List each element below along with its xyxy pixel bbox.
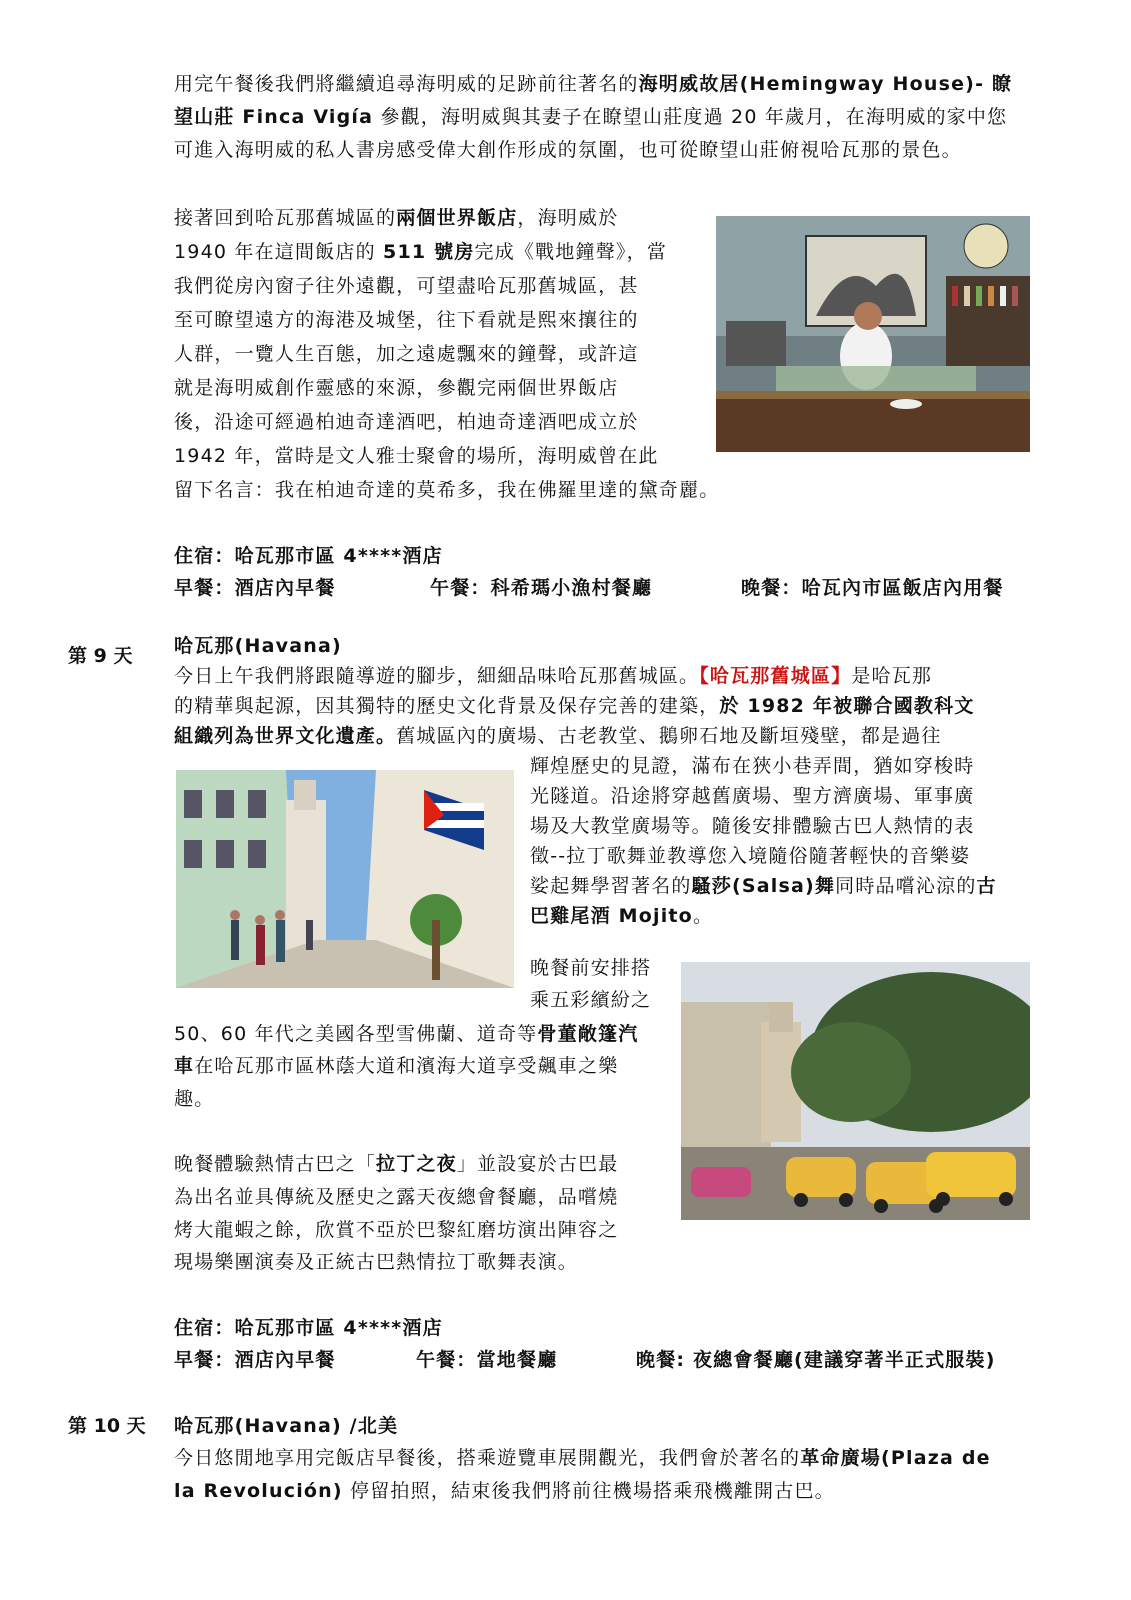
day9-lunch: 午餐：當地餐廳 <box>416 1349 558 1371</box>
day-9-label: 第 9 天 <box>68 645 133 667</box>
cars-line-2: 乘五彩繽紛之 <box>530 989 652 1011</box>
day9-breakfast: 早餐：酒店內早餐 <box>174 1349 336 1371</box>
street-photo <box>176 770 514 988</box>
latin-night-text: 拉丁之夜 <box>376 1153 457 1175</box>
text: 在哈瓦那市區林蔭大道和濱海大道享受飆車之樂 <box>194 1055 619 1077</box>
night-line-1 <box>174 1148 618 1181</box>
day10-line-1 <box>174 1442 991 1475</box>
hemingway-house-name: 海明威故居(Hemingway House)- 瞭 <box>638 73 1013 95</box>
hotel-line-4: 至可瞭望遠方的海港及城堡，往下看就是熙來攘往的 <box>174 309 639 331</box>
text: 是哈瓦那 <box>851 665 933 687</box>
hotel-name: 兩個世界飯店 <box>396 207 518 229</box>
day-10-title: 哈瓦那(Havana) /北美 <box>174 1415 399 1437</box>
day-9-title: 哈瓦那(Havana) <box>174 635 342 657</box>
revolution-square-text: 革命廣場(Plaza de <box>800 1447 991 1469</box>
mojito-text: 古 <box>976 875 997 897</box>
day9-line-5: 光隧道。沿途將穿越舊廣場、聖方濟廣場、軍事廣 <box>530 785 975 807</box>
revolution-square-text: la Revolución) <box>174 1480 343 1502</box>
text: 娑起舞學習著名的 <box>530 875 692 897</box>
day9-line-2 <box>174 690 975 723</box>
night-line-4: 現場樂團演奏及正統古巴熱情拉丁歌舞表演。 <box>174 1251 579 1273</box>
day9-line-9 <box>530 900 713 933</box>
day10-line-2 <box>174 1475 835 1508</box>
text: 用完午餐後我們將繼續追尋海明威的足跡前往著名的 <box>174 73 639 95</box>
hotel-line-1 <box>174 202 618 235</box>
hotel-line-8: 1942 年，當時是文人雅士聚會的場所，海明威曾在此 <box>174 445 659 467</box>
hotel-line-5: 人群，一覽人生百態，加之遠處飄來的鐘聲，或許這 <box>174 343 639 365</box>
night-line-2: 為出名並具傳統及歷史之露天夜總會餐廳，品嚐燒 <box>174 1186 619 1208</box>
mojito-text: 巴雞尾酒 Mojito <box>530 905 693 927</box>
day8-lunch: 午餐：科希瑪小漁村餐廳 <box>430 577 653 599</box>
intro-line-1 <box>174 68 1012 101</box>
day8-lodging: 住宿：哈瓦那市區 4****酒店 <box>174 545 443 567</box>
day8-breakfast: 早餐：酒店內早餐 <box>174 577 336 599</box>
day9-dinner: 晚餐: 夜總會餐廳(建議穿著半正式服裝) <box>636 1349 996 1371</box>
cars-line-3 <box>174 1018 638 1051</box>
text: 的精華與起源，因其獨特的歷史文化背景及保存完善的建築， <box>174 695 720 717</box>
day9-lodging: 住宿：哈瓦那市區 4****酒店 <box>174 1317 443 1339</box>
hotel-line-9: 留下名言：我在柏迪奇達的莫希多，我在佛羅里達的黛奇麗。 <box>174 479 720 501</box>
day-10-label: 第 10 天 <box>68 1415 146 1437</box>
text: ，海明威於 <box>517 207 619 229</box>
intro-line-2 <box>174 101 1007 134</box>
cars-line-4 <box>174 1050 618 1083</box>
day9-line-4: 輝煌歷史的見證，滿布在狹小巷弄間，猶如穿梭時 <box>530 755 975 777</box>
cars-line-1: 晚餐前安排搭 <box>530 957 652 979</box>
text: 接著回到哈瓦那舊城區的 <box>174 207 397 229</box>
text: 」並設宴於古巴最 <box>456 1153 619 1175</box>
day8-dinner: 晚餐：哈瓦內市區飯店內用餐 <box>741 577 1004 599</box>
old-havana-highlight: 【哈瓦那舊城區】 <box>699 665 852 687</box>
unesco-text: 於 1982 年被聯合國教科文 <box>719 695 975 717</box>
hotel-line-2 <box>174 236 667 269</box>
unesco-text: 組織列為世界文化遺產。 <box>174 725 397 747</box>
text: 完成《戰地鐘聲》，當 <box>474 241 668 263</box>
text: 舊城區內的廣場、古老教堂、鵝卵石地及斷垣殘壁，都是過往 <box>396 725 942 747</box>
text: 50、60 年代之美國各型雪佛蘭、道奇等 <box>174 1023 538 1045</box>
day9-line-3 <box>174 720 942 753</box>
hotel-line-7: 後，沿途可經過柏迪奇達酒吧，柏迪奇達酒吧成立於 <box>174 411 639 433</box>
text: 參觀，海明威與其妻子在瞭望山莊度過 20 年歲月，在海明威的家中您 <box>373 106 1008 128</box>
hotel-line-3: 我們從房內窗子往外遠觀，可望盡哈瓦那舊城區，甚 <box>174 275 639 297</box>
day9-line-8 <box>530 870 997 903</box>
night-line-3: 烤大龍蝦之餘，欣賞不亞於巴黎紅磨坊演出陣容之 <box>174 1219 619 1241</box>
classic-cars-photo <box>681 962 1030 1220</box>
salsa-text: 騷莎(Salsa)舞 <box>691 875 836 897</box>
day9-line-1 <box>174 660 932 693</box>
text: 1940 年在這間飯店的 <box>174 241 384 263</box>
text: 晚餐體驗熱情古巴之「 <box>174 1153 377 1175</box>
cars-line-5: 趣。 <box>174 1088 215 1110</box>
text: 同時品嚐沁涼的 <box>835 875 977 897</box>
hotel-line-6: 就是海明威創作靈感的來源，參觀完兩個世界飯店 <box>174 377 619 399</box>
intro-line-3: 可進入海明威的私人書房感受偉大創作形成的氛圍，也可從瞭望山莊俯視哈瓦那的景色。 <box>174 139 962 161</box>
room-number: 511 號房 <box>383 241 475 263</box>
text: 。 <box>692 905 714 927</box>
text: 今日上午我們將跟隨導遊的腳步，細細品味哈瓦那舊城區。 <box>174 665 700 687</box>
text: 今日悠閒地享用完飯店早餐後，搭乘遊覽車展開觀光，我們會於著名的 <box>174 1447 801 1469</box>
classic-cars-text: 骨董敞篷汽 <box>537 1023 639 1045</box>
classic-cars-text: 車 <box>174 1055 195 1077</box>
text: 停留拍照，結束後我們將前往機場搭乘飛機離開古巴。 <box>342 1480 835 1502</box>
finca-vigia-name: 望山莊 Finca Vigía <box>174 106 374 128</box>
day9-line-6: 場及大教堂廣場等。隨後安排體驗古巴人熱情的表 <box>530 815 975 837</box>
day9-line-7: 徵--拉丁歌舞並教導您入境隨俗隨著輕快的音樂婆 <box>530 845 971 867</box>
bar-photo <box>716 216 1030 452</box>
